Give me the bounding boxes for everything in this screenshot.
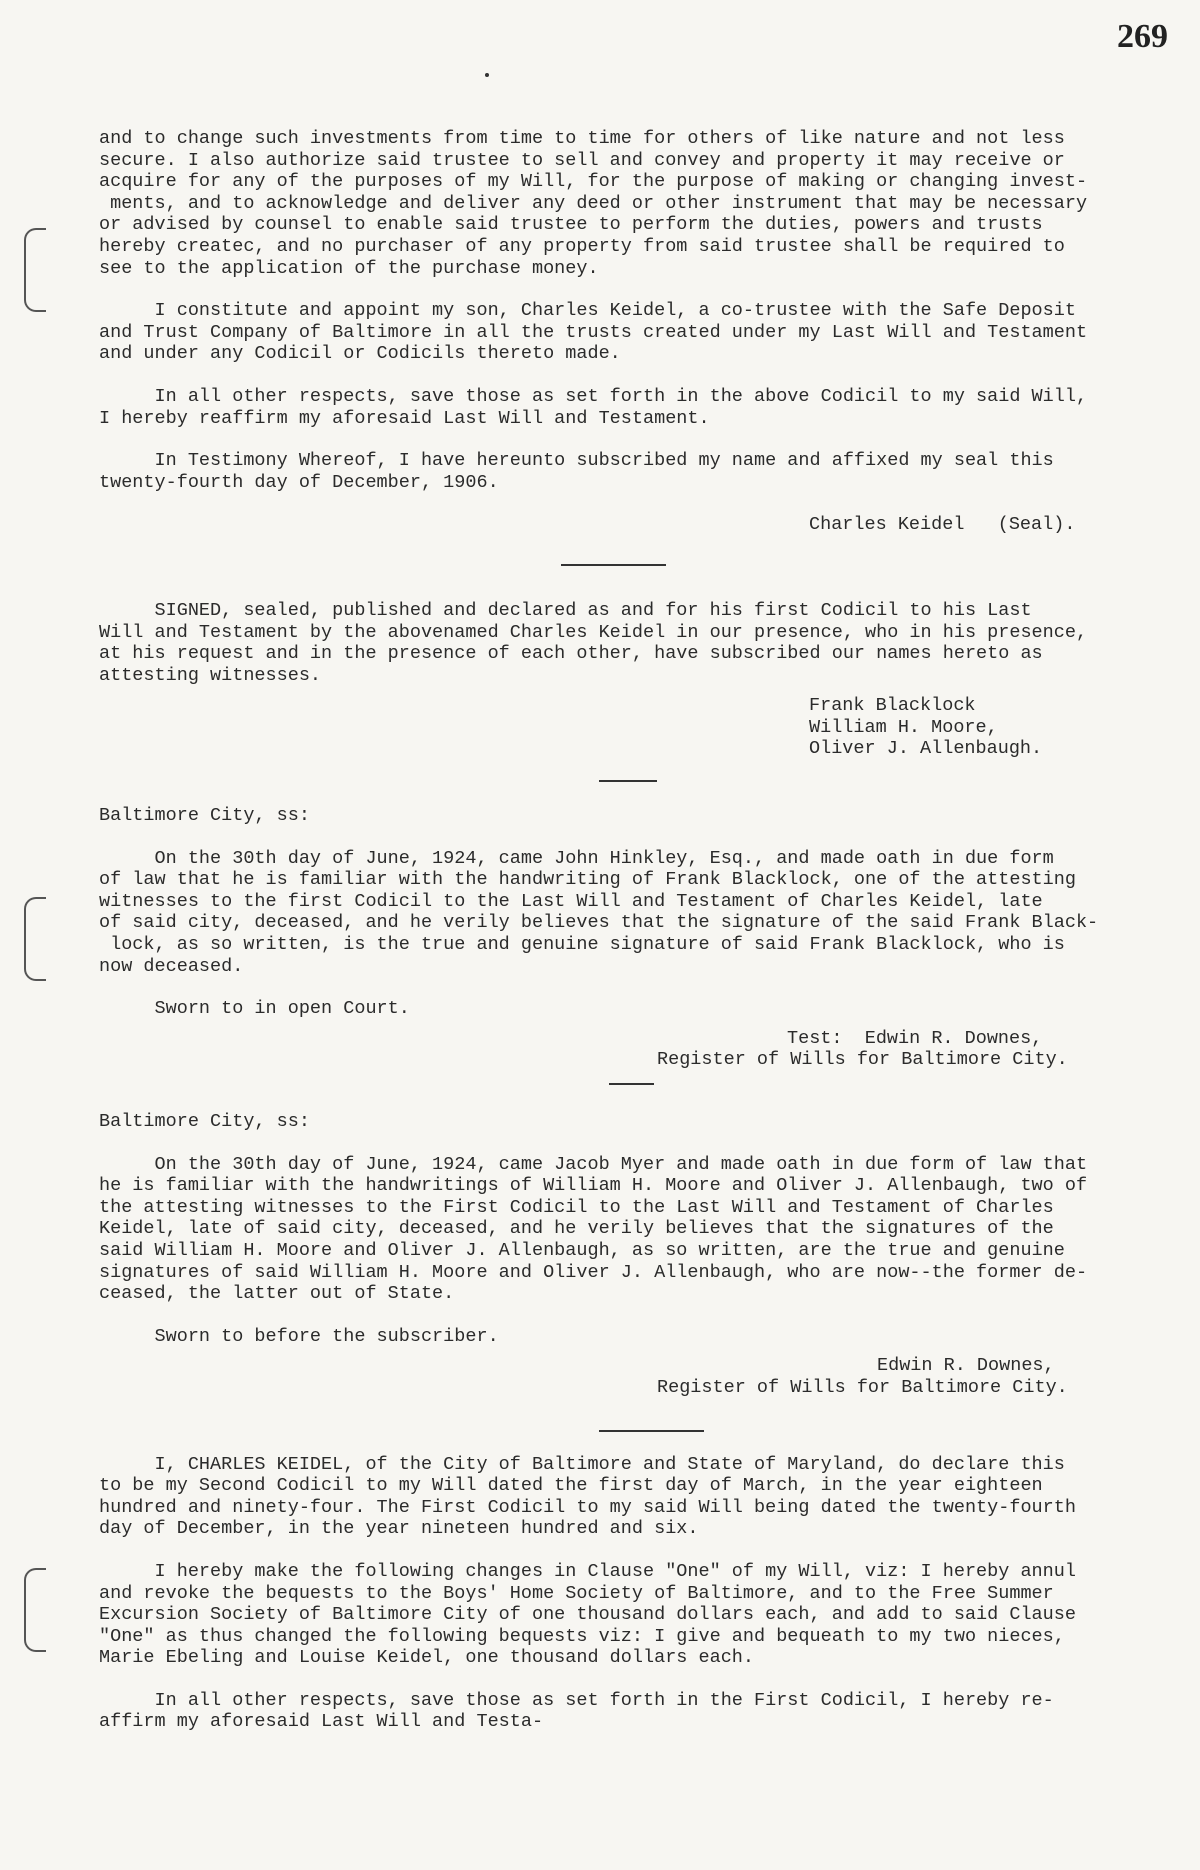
sworn-statement: Sworn to in open Court.: [99, 998, 410, 1020]
paper-speck: [485, 73, 489, 77]
witness-name: Frank Blacklock: [809, 695, 976, 717]
paragraph: In all other respects, save those as set forth in the above Codicil to my said Will, I hereby reaffirm my aforesaid Last Will and Testament.: [99, 385, 1088, 429]
witness-name: William H. Moore,: [809, 716, 998, 738]
witness-list: [809, 695, 1139, 760]
paragraph: I constitute and appoint my son, Charles Keidel, a co-trustee with the Safe Deposit and Trust Company of Baltimore in all the trusts created under my Last Will and Testament and under any Codicil or Codicils thereto made.: [99, 300, 1088, 365]
second-codicil-paragraph: In all other respects, save those as set forth in the First Codicil, I hereby re- affirm my aforesaid Last Will and Testa-: [99, 1689, 1054, 1733]
venue: Baltimore City, ss:: [99, 1111, 310, 1132]
binder-hole-mark: [24, 228, 46, 312]
attestation-clause: SIGNED, sealed, published and declared as and for his first Codicil to his Last Will and Testament by the abovenamed Charles Keidel in our presence, who in his presence, at his request and in the presence of each other, have subscribed our names hereto as attesting witnesses.: [99, 599, 1088, 686]
page-number: 269: [1117, 18, 1168, 55]
second-codicil-paragraph: I, CHARLES KEIDEL, of the City of Baltimore and State of Maryland, do declare this to be my Second Codicil to my Will dated the first day of March, in the year eighteen hundred and ninety-four. The First Codicil to my said Will being dated the twenty-fourth day of December, in the year nineteen hundred and six.: [99, 1453, 1076, 1540]
register-attestation: Edwin R. Downes, Register of Wills for Baltimore City.: [657, 1355, 1068, 1398]
affidavit-paragraph: On the 30th day of June, 1924, came Jacob Myer and made oath in due form of law that he is familiar with the handwritings of William H. Moore and Oliver J. Allenbaugh, two of the attesting witnesses to the First Codicil to the Last Will and Testament of Charles Keidel, late of said city, deceased, and he verily believes that the signatures of the said William H. Moore and Oliver J. Allenbaugh, as so written, are the true and genuine signatures of said William H. Moore and Oliver J. Allenbaugh, who are now--the former de- ceased, the latter out of State.: [99, 1153, 1088, 1305]
register-attestation: Test: Edwin R. Downes, Register of Wills for Baltimore City.: [657, 1027, 1068, 1071]
witness-name: Oliver J. Allenbaugh.: [809, 738, 1043, 760]
sworn-statement: Sworn to before the subscriber.: [99, 1325, 499, 1347]
venue: Baltimore City, ss:: [99, 805, 310, 827]
testator-signature: Charles Keidel (Seal).: [809, 514, 1076, 536]
paragraph: and to change such investments from time to time for others of like nature and not less secure. I also authorize said trustee to sell and convey and property it may receive or acquire for any of the purposes of my Will, for the purpose of making or changing invest- ments, and to acknowledge and deliver any deed or other instrument that may be necessary or advised by counsel to enable said trustee to perform the duties, powers and trusts hereby createc, and no purchaser of any property from said trustee shall be required to see to the application of the purchase money.: [99, 128, 1088, 279]
binder-hole-mark: [24, 897, 46, 981]
affidavit-paragraph: On the 30th day of June, 1924, came John Hinkley, Esq., and made oath in due form of law that he is familiar with the handwriting of Frank Blacklock, one of the attesting witnesses to the first Codicil to the Last Will and Testament of Charles Keidel, late of said city, deceased, and he verily believes that the signature of the said Frank Black- lock, as so written, is the true and genuine signature of said Frank Blacklock, who is now deceased.: [99, 847, 1099, 977]
typed-content: [99, 128, 1139, 1733]
second-codicil-paragraph: I hereby make the following changes in Clause "One" of my Will, viz: I hereby annul and revoke the bequests to the Boys' Home Society of Baltimore, and to the Free Summer Excursion Society of Baltimore City of one thousand dollars each, and add to said Clause "One" as thus changed the following bequests viz: I give and bequeath to my two nieces, Marie Ebeling and Louise Keidel, one thousand dollars each.: [99, 1560, 1076, 1669]
paragraph: In Testimony Whereof, I have hereunto subscribed my name and affixed my seal this twenty-fourth day of December, 1906.: [99, 450, 1054, 493]
binder-hole-mark: [24, 1568, 46, 1652]
